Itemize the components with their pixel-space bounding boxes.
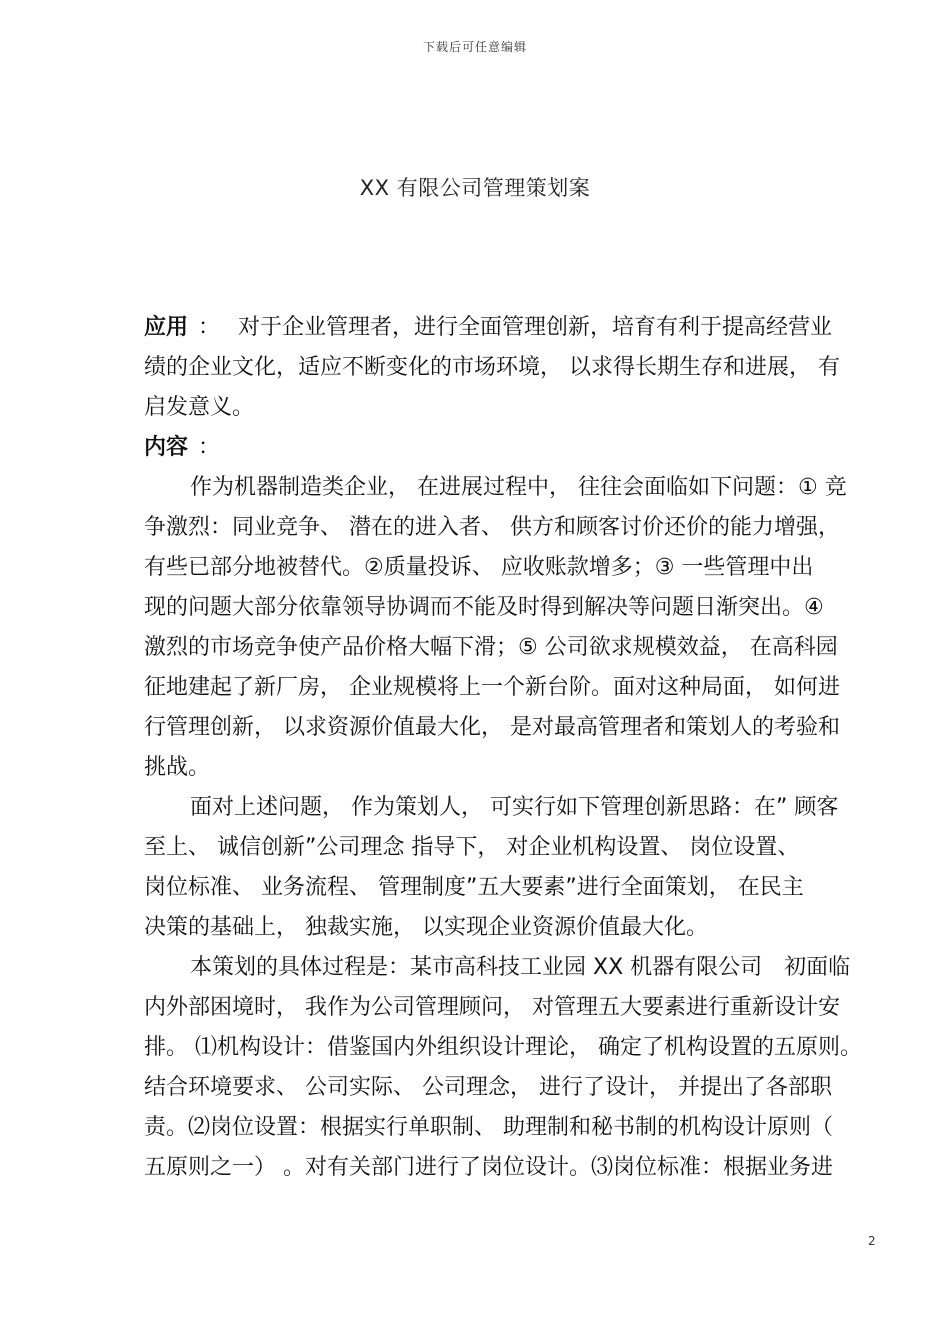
- paragraph-3-line: 责。⑵岗位设置：根据实行单职制、 助理制和秘书制的机构设计原则（: [144, 1115, 833, 1140]
- paragraph-3-line: 结合环境要求、 公司实际、 公司理念， 进行了设计， 并提出了各部职: [144, 1075, 832, 1100]
- paragraph-2-line: 至上、 诚信创新”公司理念 指导下， 对企业机构设置、 岗位设置、: [144, 835, 800, 860]
- content-colon: ：: [198, 435, 221, 460]
- paragraph-3-line: 内外部困境时， 我作为公司管理顾问， 对管理五大要素进行重新设计安: [144, 995, 840, 1020]
- paragraph-2-line: 面对上述问题， 作为策划人， 可实行如下管理创新思路：在” 顾客: [190, 795, 839, 820]
- content-label: 内容: [144, 435, 189, 460]
- application-text: 对于企业管理者，进行全面管理创新，培育有利于提高经营业: [238, 315, 833, 340]
- document-body: [144, 308, 876, 1188]
- application-label: 应用: [144, 315, 189, 340]
- paragraph-2-line: 决策的基础上， 独裁实施， 以实现企业资源价值最大化。: [144, 915, 708, 940]
- page-number: 2: [868, 1234, 876, 1248]
- application-colon: ：: [198, 315, 221, 340]
- paragraph-1-line: 现的问题大部分依靠领导协调而不能及时得到解决等问题日渐突出。④: [144, 595, 824, 620]
- application-line: [144, 308, 876, 348]
- paragraph-2-line: 岗位标准、 业务流程、 管理制度”五大要素”进行全面策划， 在民主: [144, 875, 804, 900]
- paragraph-3-line: 本策划的具体过程是：某市高科技工业园 XX 机器有限公司 初面临: [190, 955, 851, 980]
- paragraph-1-line: 作为机器制造类企业， 在进展过程中， 往往会面临如下问题：① 竞: [190, 475, 847, 500]
- paragraph-1-line: 有些已部分地被替代。②质量投诉、 应收账款增多；③ 一些管理中出: [144, 555, 814, 580]
- content-label-line: [144, 428, 876, 468]
- paragraph-1-line: 征地建起了新厂房， 企业规模将上一个新台阶。面对这种局面， 如何进: [144, 675, 840, 700]
- paragraph-1-line: 行管理创新， 以求资源价值最大化， 是对最高管理者和策划人的考验和: [144, 715, 840, 740]
- page-header-note: 下载后可任意编辑: [422, 40, 527, 54]
- application-text-line: 启发意义。: [144, 395, 255, 420]
- paragraph-3-line: 五原则之一） 。对有关部门进行了岗位设计。⑶岗位标准：根据业务进: [144, 1155, 833, 1180]
- paragraph-3-line: 排。 ⑴机构设计：借鉴国内外组织设计理论， 确定了机构设置的五原则。: [144, 1035, 862, 1060]
- paragraph-1-line: 挑战。: [144, 755, 211, 780]
- paragraph-1-line: 争激烈：同业竞争、 潜在的进入者、 供方和顾客讨价还价的能力增强，: [144, 515, 840, 540]
- paragraph-1-line: 激烈的市场竞争使产品价格大幅下滑；⑤ 公司欲求规模效益， 在高科园: [144, 635, 838, 660]
- document-title: XX 有限公司管理策划案: [359, 176, 591, 200]
- application-text-line: 绩的企业文化，适应不断变化的市场环境， 以求得长期生存和进展， 有: [144, 355, 840, 380]
